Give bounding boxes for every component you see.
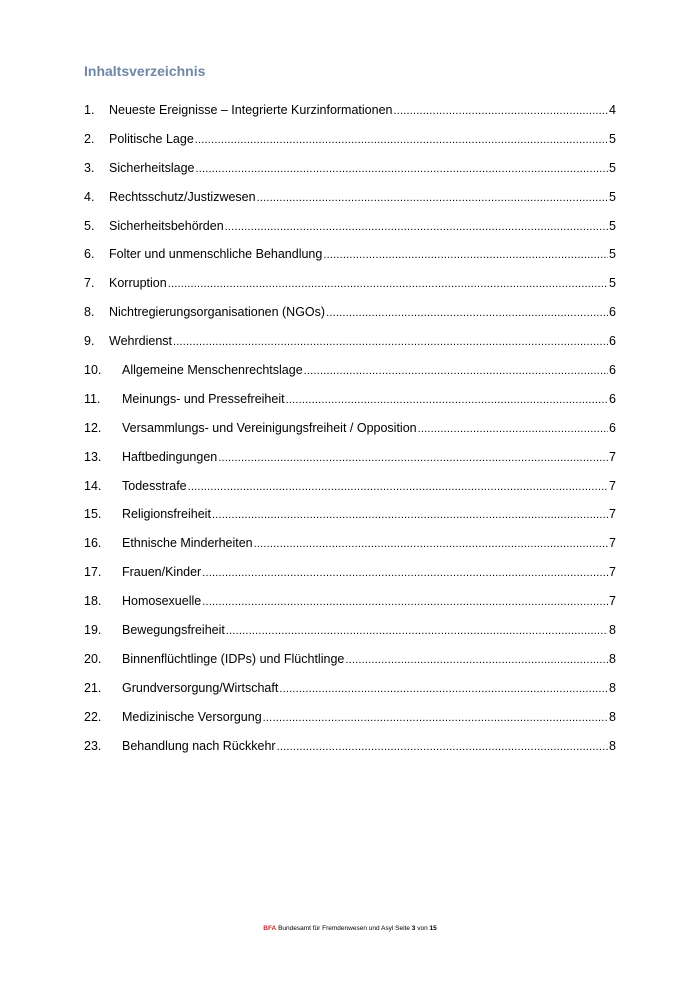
toc-entry[interactable] — [84, 707, 616, 736]
toc-entry-title[interactable]: Medizinische Versorgung — [122, 709, 262, 724]
toc-entry[interactable] — [84, 476, 616, 505]
toc-entry-page[interactable]: 7 — [609, 507, 616, 522]
toc-entry[interactable] — [84, 216, 616, 245]
toc-entry[interactable] — [84, 100, 616, 129]
toc-entry-page[interactable]: 6 — [609, 420, 616, 435]
toc-entry-title[interactable]: Grundversorgung/Wirtschaft — [122, 680, 279, 695]
toc-entry-title[interactable]: Versammlungs- und Vereinigungsfreiheit / Opposition — [122, 420, 417, 435]
toc-entry-page[interactable]: 8 — [609, 709, 616, 724]
dot-leader — [188, 477, 608, 497]
toc-entry-title[interactable]: Binnenflüchtlinge (IDPs) und Flüchtlinge — [122, 651, 345, 666]
bfa-logo-text: BFA — [263, 925, 277, 932]
toc-entry-number: 13. — [84, 449, 102, 464]
toc-entry-number: 4. — [84, 189, 95, 204]
toc-entry[interactable] — [84, 302, 616, 331]
toc-entry-title[interactable]: Homosexuelle — [122, 594, 202, 609]
toc-entry[interactable] — [84, 447, 616, 476]
toc-entry-page[interactable]: 8 — [609, 651, 616, 666]
toc-entry-number: 2. — [84, 131, 95, 146]
toc-entry-number: 11. — [84, 391, 101, 406]
toc-entry-title[interactable]: Religionsfreiheit — [122, 507, 211, 522]
toc-entry-page[interactable]: 5 — [609, 247, 616, 262]
toc-entry-number: 10. — [84, 363, 102, 378]
toc-entry-page[interactable]: 5 — [609, 218, 616, 233]
toc-entry[interactable] — [84, 562, 616, 591]
toc-entry-title[interactable]: Rechtsschutz/Justizwesen — [109, 189, 256, 204]
toc-entry[interactable] — [84, 331, 616, 360]
toc-entry-page[interactable]: 8 — [609, 738, 616, 753]
toc-entry-number: 16. — [84, 536, 102, 551]
toc-entry-number: 3. — [84, 160, 95, 175]
toc-entry-page[interactable]: 7 — [609, 594, 616, 609]
toc-entry-page[interactable]: 4 — [609, 103, 616, 117]
dot-leader — [254, 534, 608, 554]
toc-entry-number: 15. — [84, 507, 102, 522]
footer-org: Bundesamt für Fremdenwesen und Asyl — [278, 925, 394, 932]
toc-entry-number: 19. — [84, 623, 102, 638]
toc-title: Inhaltsverzeichnis — [84, 63, 206, 79]
toc-entry-title[interactable]: Meinungs- und Pressefreiheit — [122, 391, 285, 406]
toc-entry[interactable] — [84, 187, 616, 216]
dot-leader — [286, 390, 608, 410]
toc-entry-number: 20. — [84, 651, 102, 666]
toc-entry-number: 1. — [84, 103, 95, 117]
toc-entry-number: 5. — [84, 218, 95, 233]
dot-leader — [168, 274, 608, 294]
dot-leader — [304, 361, 608, 381]
toc-entry-title[interactable]: Nichtregierungsorganisationen (NGOs) — [109, 305, 326, 320]
footer-page-of: von — [417, 925, 428, 932]
toc-entry-title[interactable]: Behandlung nach Rückkehr — [122, 738, 276, 753]
toc-entry[interactable] — [84, 273, 616, 302]
toc-entry-title[interactable]: Politische Lage — [109, 131, 194, 146]
toc-entry-page[interactable]: 7 — [609, 478, 616, 493]
toc-entry[interactable] — [84, 158, 616, 187]
toc-entry-title[interactable]: Neueste Ereignisse – Integrierte Kurzinformationen — [109, 103, 393, 117]
toc-entry[interactable] — [84, 418, 616, 447]
toc-entry-number: 17. — [84, 565, 102, 580]
page-footer — [0, 925, 700, 932]
dot-leader — [263, 708, 608, 728]
toc-entry[interactable] — [84, 649, 616, 678]
dot-leader — [393, 101, 608, 121]
toc-entry-number: 9. — [84, 334, 95, 349]
toc-entry[interactable] — [84, 244, 616, 273]
toc-entry[interactable] — [84, 620, 616, 649]
dot-leader — [345, 650, 608, 670]
toc-entry-title[interactable]: Ethnische Minderheiten — [122, 536, 253, 551]
dot-leader — [279, 679, 608, 699]
toc-entry-page[interactable]: 5 — [609, 131, 616, 146]
footer-page-label: Seite — [395, 925, 410, 932]
toc-entry[interactable] — [84, 389, 616, 418]
dot-leader — [277, 737, 608, 757]
toc-entry-page[interactable]: 8 — [609, 623, 616, 638]
dot-leader — [418, 419, 608, 439]
toc-entry-number: 12. — [84, 420, 102, 435]
toc-entry-title[interactable]: Frauen/Kinder — [122, 565, 202, 580]
toc-entry[interactable] — [84, 129, 616, 158]
toc-entry-page[interactable]: 8 — [609, 680, 616, 695]
dot-leader — [195, 159, 608, 179]
dot-leader — [323, 245, 608, 265]
toc-entry-title[interactable]: Sicherheitsbehörden — [109, 218, 224, 233]
toc-entry[interactable] — [84, 504, 616, 533]
footer-page-current: 3 — [411, 925, 416, 932]
toc-entry-title[interactable]: Todesstrafe — [122, 478, 187, 493]
toc-entry[interactable] — [84, 736, 616, 765]
dot-leader — [195, 130, 608, 150]
dot-leader — [218, 448, 608, 468]
dot-leader — [226, 621, 608, 641]
toc-entry-title[interactable]: Sicherheitslage — [109, 160, 195, 175]
toc-entry-page[interactable]: 5 — [609, 160, 616, 175]
toc-entry-page[interactable]: 5 — [609, 189, 616, 204]
toc-entry-page[interactable]: 6 — [609, 334, 616, 349]
toc-entry-number: 18. — [84, 594, 102, 609]
toc-entry-number: 6. — [84, 247, 95, 262]
toc-entry[interactable] — [84, 591, 616, 620]
toc-entry-page[interactable]: 7 — [609, 565, 616, 580]
toc-entry[interactable] — [84, 678, 616, 707]
toc-entry-page[interactable]: 6 — [609, 391, 616, 406]
toc-list — [84, 100, 616, 764]
footer-page-total: 15 — [429, 925, 437, 932]
toc-entry[interactable] — [84, 533, 616, 562]
toc-entry-number: 14. — [84, 478, 102, 493]
toc-entry-number: 23. — [84, 738, 102, 753]
toc-entry-number: 8. — [84, 305, 95, 320]
toc-entry-title[interactable]: Folter und unmenschliche Behandlung — [109, 247, 323, 262]
toc-entry-page[interactable]: 6 — [609, 305, 616, 320]
toc-entry-title[interactable]: Haftbedingungen — [122, 449, 218, 464]
toc-entry-page[interactable]: 6 — [609, 363, 616, 378]
toc-entry-number: 22. — [84, 709, 102, 724]
toc-entry-title[interactable]: Allgemeine Menschenrechtslage — [122, 363, 303, 378]
toc-entry[interactable] — [84, 360, 616, 389]
toc-entry-page[interactable]: 7 — [609, 449, 616, 464]
dot-leader — [202, 563, 608, 583]
toc-entry-title[interactable]: Wehrdienst — [109, 334, 172, 349]
toc-entry-number: 21. — [84, 680, 102, 695]
toc-entry-page[interactable]: 5 — [609, 276, 616, 291]
toc-entry-title[interactable]: Bewegungsfreiheit — [122, 623, 225, 638]
toc-entry-title[interactable]: Korruption — [109, 276, 167, 291]
dot-leader — [257, 188, 608, 208]
dot-leader — [225, 217, 608, 237]
dot-leader — [173, 332, 608, 352]
toc-entry-page[interactable]: 7 — [609, 536, 616, 551]
dot-leader — [212, 505, 608, 525]
dot-leader — [202, 592, 608, 612]
toc-entry-number: 7. — [84, 276, 95, 291]
dot-leader — [326, 303, 608, 323]
